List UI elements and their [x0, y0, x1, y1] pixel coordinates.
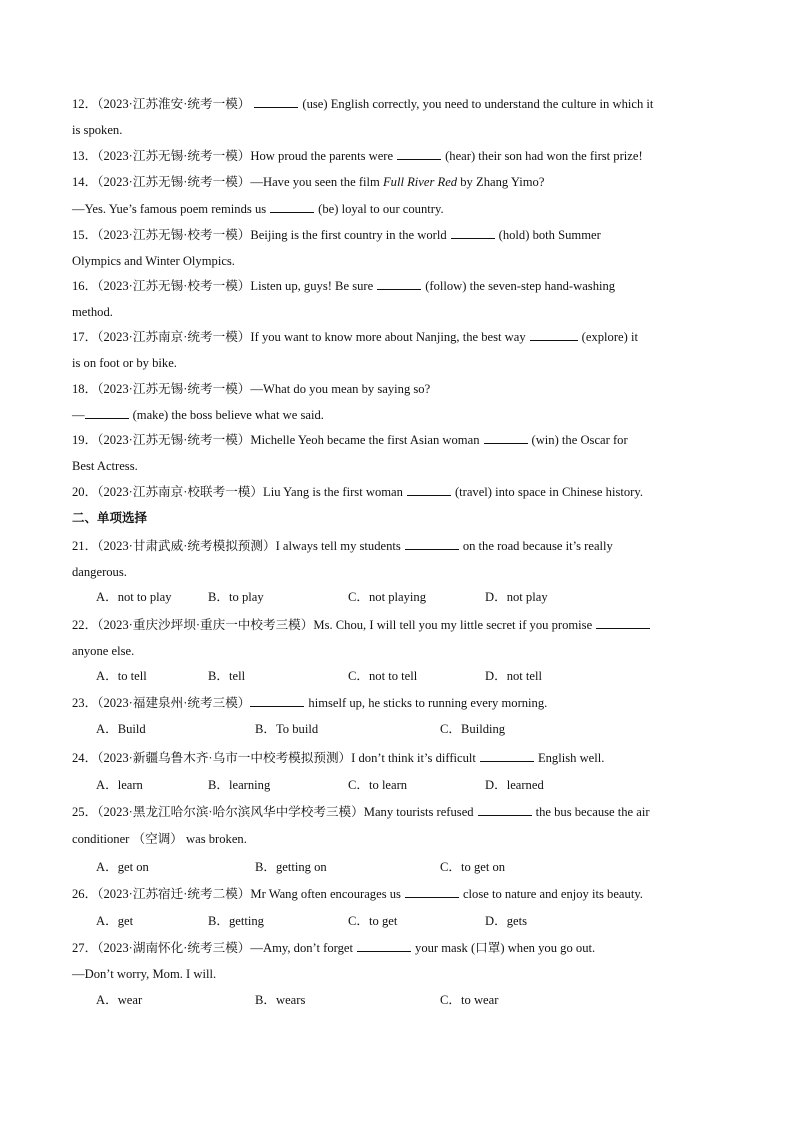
option-a[interactable]: A．not to play [96, 590, 172, 604]
option-b[interactable]: B．to play [208, 590, 264, 604]
answer-blank[interactable] [357, 940, 411, 952]
answer-blank[interactable] [478, 804, 532, 816]
question-15: 15．（2023·江苏无锡·校考一模）Beijing is the first country in the world (hold) both Summer [72, 228, 601, 242]
question-12-line2: is spoken. [72, 123, 123, 137]
option-d[interactable]: D．gets [485, 914, 527, 928]
option-b[interactable]: B．learning [208, 778, 271, 792]
option-c[interactable]: C．Building [440, 722, 506, 736]
answer-blank[interactable] [250, 695, 304, 707]
question-25-line2: conditioner （空调） was broken. [72, 832, 247, 846]
option-d[interactable]: D．not play [485, 590, 548, 604]
option-c[interactable]: C．not playing [348, 590, 427, 604]
question-19: 19．（2023·江苏无锡·统考一模）Michelle Yeoh became the first Asian woman (win) the Oscar for [72, 433, 628, 447]
option-c[interactable]: C．to get [348, 914, 398, 928]
option-a[interactable]: A．Build [96, 722, 146, 736]
option-b[interactable]: B．getting on [255, 860, 327, 874]
question-24: 24．（2023·新疆乌鲁木齐·乌市一中校考模拟预测）I don’t think it’s difficult English well. [72, 751, 605, 765]
option-c[interactable]: C．to get on [440, 860, 506, 874]
answer-blank[interactable] [270, 201, 314, 213]
question-17: 17．（2023·江苏南京·统考一模）If you want to know more about Nanjing, the best way (explore) it [72, 330, 638, 344]
question-18: 18．（2023·江苏无锡·统考一模）—What do you mean by saying so? [72, 382, 431, 396]
question-16: 16．（2023·江苏无锡·校考一模）Listen up, guys! Be sure (follow) the seven-step hand-washing [72, 279, 616, 293]
question-13: 13．（2023·江苏无锡·统考一模）How proud the parents were (hear) their son had won the first prize! [72, 149, 643, 163]
section-title: 二、单项选择 [72, 510, 148, 525]
question-22: 22．（2023·重庆沙坪坝·重庆一中校考三模）Ms. Chou, I will tell you my little secret if you promise [72, 617, 654, 633]
question-12: 12．（2023·江苏淮安·统考一模） (use) English correctly, you need to understand the culture in which it [72, 97, 654, 111]
answer-blank[interactable] [484, 432, 528, 444]
option-b[interactable]: B．wears [255, 993, 306, 1007]
answer-blank[interactable] [85, 407, 129, 419]
question-17-line2: is on foot or by bike. [72, 356, 177, 370]
question-27-line2: —Don’t worry, Mom. I will. [72, 967, 217, 981]
question-27: 27．（2023·湖南怀化·统考三模）—Amy, don’t forget your mask (口罩) when you go out. [72, 941, 596, 955]
question-21-line2: dangerous. [72, 565, 127, 579]
option-d[interactable]: D．not tell [485, 669, 543, 683]
question-20: 20．（2023·江苏南京·校联考一模）Liu Yang is the first woman (travel) into space in Chinese history. [72, 485, 643, 499]
answer-blank[interactable] [254, 96, 298, 108]
question-26: 26．（2023·江苏宿迁·统考二模）Mr Wang often encourages us close to nature and enjoy its beauty. [72, 887, 643, 901]
answer-blank[interactable] [397, 148, 441, 160]
answer-blank[interactable] [377, 278, 421, 290]
answer-blank[interactable] [596, 617, 650, 629]
option-a[interactable]: A．wear [96, 993, 143, 1007]
answer-blank[interactable] [405, 538, 459, 550]
question-25: 25．（2023·黑龙江哈尔滨·哈尔滨风华中学校考三模）Many tourists refused the bus because the air [72, 805, 650, 819]
answer-blank[interactable] [405, 886, 459, 898]
film-title: Full River Red [382, 175, 458, 189]
option-b[interactable]: B．getting [208, 914, 264, 928]
question-14-line2: —Yes. Yue’s famous poem reminds us (be) loyal to our country. [72, 202, 444, 216]
question-14: 14．（2023·江苏无锡·统考一模）—Have you seen the film Full River Red by Zhang Yimo? [72, 175, 545, 189]
question-16-line2: method. [72, 305, 113, 319]
question-18-line2: — (make) the boss believe what we said. [72, 408, 324, 422]
answer-blank[interactable] [451, 227, 495, 239]
option-c[interactable]: C．to learn [348, 778, 408, 792]
option-c[interactable]: C．not to tell [348, 669, 418, 683]
question-22-line2: anyone else. [72, 644, 135, 658]
answer-blank[interactable] [407, 484, 451, 496]
answer-blank[interactable] [530, 329, 578, 341]
option-b[interactable]: B．To build [255, 722, 319, 736]
question-15-line2: Olympics and Winter Olympics. [72, 254, 235, 268]
option-a[interactable]: A．get on [96, 860, 149, 874]
question-21: 21．（2023·甘肃武威·统考模拟预测）I always tell my students on the road because it’s really [72, 539, 613, 553]
question-23: 23．（2023·福建泉州·统考三模） himself up, he sticks to running every morning. [72, 696, 548, 710]
question-19-line2: Best Actress. [72, 459, 138, 473]
option-a[interactable]: A．to tell [96, 669, 147, 683]
option-a[interactable]: A．get [96, 914, 134, 928]
option-a[interactable]: A．learn [96, 778, 143, 792]
option-d[interactable]: D．learned [485, 778, 544, 792]
answer-blank[interactable] [480, 750, 534, 762]
option-b[interactable]: B．tell [208, 669, 246, 683]
option-c[interactable]: C．to wear [440, 993, 499, 1007]
